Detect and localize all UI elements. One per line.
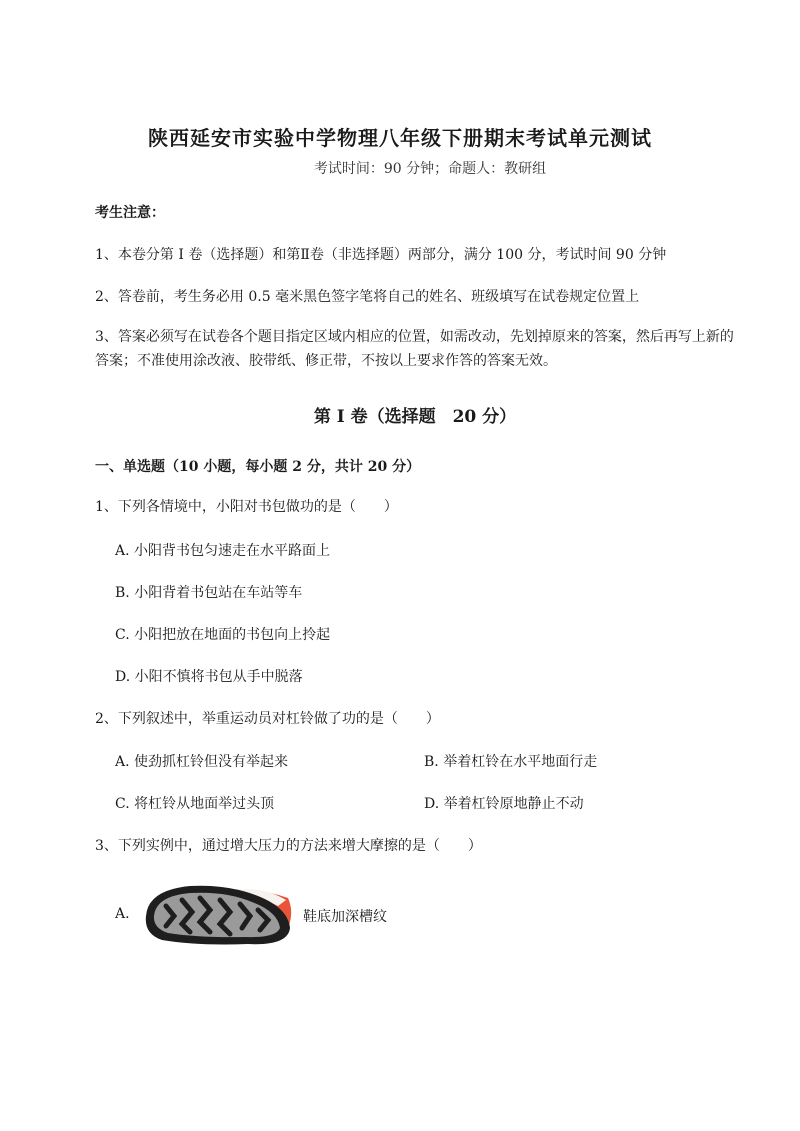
question-stem: 3、下列实例中，通过增大压力的方法来增大摩擦的是（ ）	[95, 838, 482, 854]
option-d: D. 小阳不慎将书包从手中脱落	[115, 669, 303, 685]
option-c: C. 小阳把放在地面的书包向上拎起	[115, 627, 331, 643]
section-title: 第 I 卷（选择题 20 分）	[313, 407, 517, 427]
option-d: D. 举着杠铃原地静止不动	[424, 796, 584, 812]
notice-heading: 考生注意：	[95, 205, 165, 221]
notice-item: 2、答卷前，考生务必用 0.5 毫米黑色签字笔将自己的姓名、班级填写在试卷规定位置上	[95, 289, 640, 305]
notice-item: 1、本卷分第 I 卷（选择题）和第Ⅱ卷（非选择题）两部分，满分 100 分，考试时间 90 分钟	[95, 247, 667, 263]
option-b: B. 小阳背着书包站在车站等车	[115, 585, 303, 601]
option-text: 鞋底加深槽纹	[303, 909, 387, 925]
exam-info: 考试时间：90 分钟；命题人：教研组	[313, 161, 547, 177]
page-title: 陕西延安市实验中学物理八年级下册期末考试单元测试	[148, 126, 652, 150]
option-a: A. 小阳背书包匀速走在水平路面上	[115, 543, 331, 559]
option-letter: A.	[115, 906, 130, 922]
option-a: A. 使劲抓杠铃但没有举起来	[115, 754, 289, 770]
notice-item: 3、答案必须写在试卷各个题目指定区域内相应的位置，如需改动，先划掉原来的答案，然后再写上新的答案；不准使用涂改液、胶带纸、修正带，不按以上要求作答的答案无效。	[95, 329, 734, 369]
question-stem: 2、下列叙述中，举重运动员对杠铃做了功的是（ ）	[95, 711, 440, 727]
shoe-sole-image	[138, 876, 298, 948]
option-b: B. 举着杠铃在水平地面行走	[424, 754, 598, 770]
option-c: C. 将杠铃从地面举过头顶	[115, 796, 275, 812]
part-heading: 一、单选题（10 小题，每小题 2 分，共计 20 分）	[95, 459, 421, 475]
question-stem: 1、下列各情境中，小阳对书包做功的是（ ）	[95, 499, 398, 515]
